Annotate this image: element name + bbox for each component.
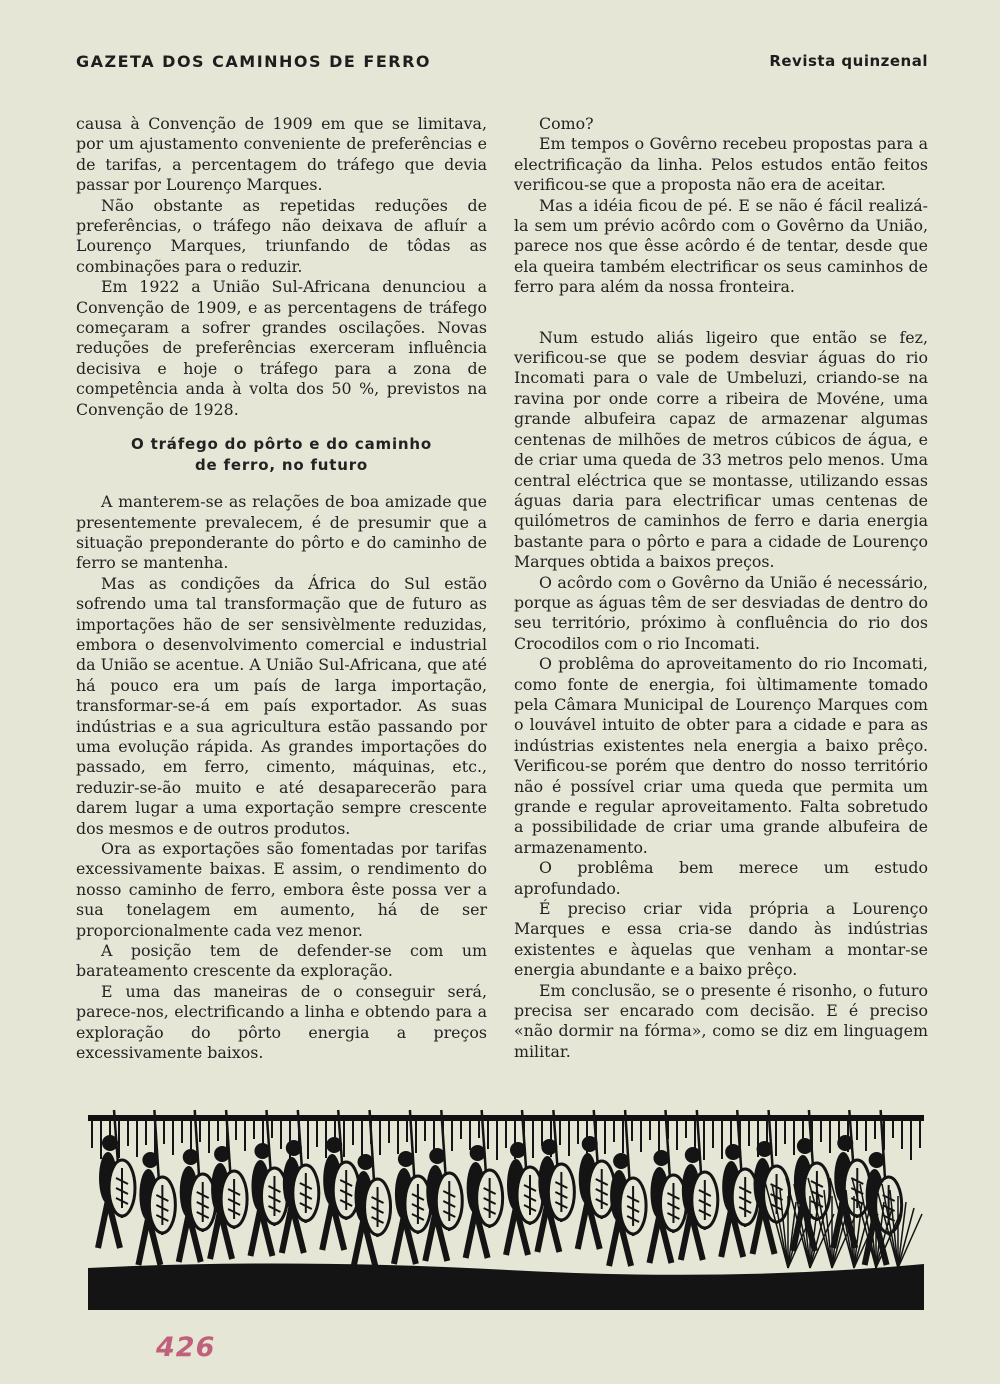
paragraph: Mas as condições da África do Sul estão sofrendo uma tal transformação que de futuro as importações hão de ser sensivèlmente reduzidas, embora o desenvolvimento comercial e industrial da União se acentue. A União Sul-Africana, que até há pouco era um país de larga importação, transformar-se-á em país exportador. As suas indústrias e a sua agricultura estão passando por uma evolução rápida. As grandes importações do passado, em ferro, cimento, máquinas, etc., reduzir-se-ão muito e até desaparecerão para darem lugar a uma exportação sempre crescente dos mesmos e de outros produtos. bbox=[76, 573, 487, 838]
warrior-head bbox=[358, 1154, 374, 1170]
section-heading-line-2: de ferro, no futuro bbox=[194, 456, 368, 475]
paragraph: Ora as exportações são fomentadas por tarifas excessivamente baixas. E assim, o rendimento do nosso caminho de ferro, embora êste possa ver a sua tonelagem em aumento, há de ser proporcionalmente cada vez menor. bbox=[76, 839, 487, 940]
paragraph: A manterem-se as relações de boa amizade que presentemente prevalecem, é de presumir que a situação preponderante do pôrto e do caminho de ferro se mantenha. bbox=[76, 492, 487, 573]
warrior-leg bbox=[354, 1219, 364, 1267]
paragraph: É preciso criar vida própria a Lourenço Marques e essa cria-se dando às indústrias existentes e àquelas que venham a montar-se energia abundante e a baixo prêço. bbox=[514, 899, 928, 980]
warrior-leg bbox=[179, 1214, 189, 1262]
paragraph: Mas a idéia ficou de pé. E se não é fácil realizá-la sem um prévio acôrdo com o Govêrno da União, parece nos que êsse acôrdo é de tentar, desde que ela queira também electrificar os seus caminhos de ferro para além da nossa fronteira. bbox=[514, 195, 928, 297]
ground-shape bbox=[88, 1263, 924, 1310]
warrior-leg bbox=[578, 1201, 588, 1249]
warrior-leg bbox=[609, 1218, 619, 1266]
paragraph: A posição tem de defender-se com um barateamento crescente da exploração. bbox=[76, 941, 487, 981]
paragraph: Como? bbox=[539, 114, 594, 133]
woodcut-warriors-illustration bbox=[88, 1088, 924, 1310]
section-heading bbox=[76, 434, 487, 476]
warrior-leg bbox=[506, 1207, 516, 1255]
page-number: 426 bbox=[156, 1332, 216, 1363]
warrior-leg bbox=[138, 1217, 148, 1265]
publication-title: GAZETA DOS CAMINHOS DE FERRO bbox=[76, 52, 432, 71]
paragraph: Não obstante as repetidas reduções de preferências, o tráfego não deixava de afluír a Lourenço Marques, triunfando de tôdas as combinações para o reduzir. bbox=[76, 195, 487, 276]
paragraph: Em 1922 a União Sul-Africana denunciou a Convenção de 1909, e as percentagens de tráfego começaram a sofrer grandes oscilações. Novas reduções de preferências exerceram influência decisiva e hoje o tráfego para a zona de competência anda à volta dos 50 %, previstos na Convenção de 1928. bbox=[76, 277, 487, 419]
warrior-leg bbox=[98, 1200, 108, 1248]
paragraph: O problêma bem merece um estudo aprofundado. bbox=[514, 858, 928, 898]
warrior-leg bbox=[394, 1216, 404, 1264]
paragraph: O problêma do aproveitamento do rio Incomati, como fonte de energia, foi ùltimamente tomado pela Câmara Municipal de Lourenço Marques com o louvável intuito de obter para a cidade e para as indústrias existentes nela energia a baixo prêço. Verificou-se porém que dentro do nosso território não é possível criar uma queda que permita um grande e regular aproveitamento. Falta sobretudo a possibilidade de criar uma grande albufeira de armazenamento. bbox=[514, 654, 928, 857]
warrior-leg bbox=[721, 1209, 731, 1257]
warrior-leg bbox=[649, 1215, 659, 1263]
paragraph: O acôrdo com o Govêrno da União é necessário, porque as águas têm de ser desviadas de dentro do seu território, próximo à confluência do rio dos Crocodilos com o rio Incomati. bbox=[514, 572, 928, 653]
paragraph-gap bbox=[514, 298, 928, 328]
right-column bbox=[514, 114, 928, 1062]
paragraph: E uma das maneiras de o conseguir será, parece-nos, electrificando a linha e obtendo para a exploração do pôrto energia a preços excessivamente baixos. bbox=[76, 981, 487, 1063]
paragraph: Num estudo aliás ligeiro que então se fez, verificou-se que se podem desviar águas do rio Incomati para o vale de Umbeluzi, criando-se na ravina por onde corre a ribeira de Movéne, uma grande albufeira capaz de armazenar algumas centenas de milhões de metros cúbicos de água, e de criar uma queda de 33 metros pelo menos. Uma central eléctrica que se montasse, utilizando essas águas daria para electrificar umas centenas de quilómetros de caminhos de ferro e daria energia bastante para o pôrto e para a cidade de Lourenço Marques obtida a baixos preços. bbox=[514, 327, 928, 572]
paragraph: causa à Convenção de 1909 em que se limitava, por um ajustamento conveniente de preferências e de tarifas, a percentagem do tráfego que devia passar por Lourenço Marques. bbox=[76, 114, 487, 195]
publication-subtitle: Revista quinzenal bbox=[769, 52, 928, 70]
warrior-head bbox=[613, 1153, 629, 1169]
warrior-leg bbox=[250, 1208, 260, 1256]
paragraph: Em conclusão, se o presente é risonho, o futuro precisa ser encarado com decisão. E é preciso «não dormir na fórma», como se diz em linguagem militar. bbox=[514, 980, 928, 1061]
section-heading-line-1: O tráfego do pôrto e do caminho bbox=[131, 435, 432, 454]
left-column bbox=[76, 114, 487, 1063]
warrior-leg bbox=[466, 1210, 476, 1258]
warrior-leg bbox=[322, 1202, 332, 1250]
page-header bbox=[76, 52, 928, 76]
paragraph: Em tempos o Govêrno recebeu propostas para a electrificação da linha. Pelos estudos então feitos verificou-se que a proposta não era de aceitar. bbox=[514, 134, 928, 195]
